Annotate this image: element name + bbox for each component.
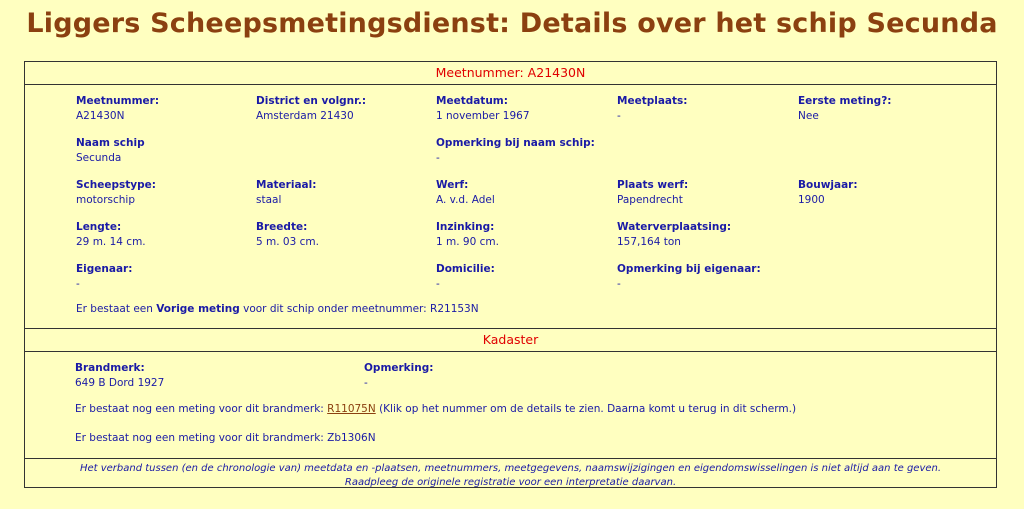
field-value: Secunda bbox=[76, 152, 122, 164]
field-value: - bbox=[436, 278, 440, 290]
brandmerk-note-1 bbox=[25, 401, 996, 417]
vorige-meting-note bbox=[25, 301, 996, 317]
field-label: Inzinking: bbox=[436, 221, 495, 233]
field-value: 1 november 1967 bbox=[436, 110, 530, 122]
meting-header: Meetnummer: A21430N bbox=[25, 62, 996, 85]
field-value: 649 B Dord 1927 bbox=[75, 377, 165, 389]
field-label: Naam schip bbox=[76, 137, 145, 149]
field-meetplaats bbox=[617, 94, 687, 123]
field-label: Plaats werf: bbox=[617, 179, 689, 191]
field-label: Scheepstype: bbox=[76, 179, 156, 191]
field-label: Eigenaar: bbox=[76, 263, 133, 275]
field-label: Breedte: bbox=[256, 221, 308, 233]
note-text: Er bestaat nog een meting voor dit brandmerk: bbox=[75, 403, 324, 415]
field-district bbox=[256, 94, 366, 123]
field-meetnummer bbox=[76, 94, 159, 123]
field-value: Papendrecht bbox=[617, 194, 683, 206]
vorige-meting-label: Vorige meting bbox=[156, 303, 240, 315]
field-label: Opmerking: bbox=[364, 362, 434, 374]
meting-row-4 bbox=[25, 220, 996, 262]
field-brandmerk bbox=[75, 361, 164, 390]
kadaster-header: Kadaster bbox=[25, 329, 996, 352]
meting-section bbox=[25, 85, 996, 328]
field-meetdatum bbox=[436, 94, 530, 123]
brandmerk-note-2: Er bestaat nog een meting voor dit brandmerk: Zb1306N bbox=[75, 432, 376, 444]
field-value: - bbox=[76, 278, 80, 290]
field-label: Bouwjaar: bbox=[798, 179, 858, 191]
field-label: District en volgnr.: bbox=[256, 95, 367, 107]
field-value: - bbox=[617, 278, 621, 290]
field-value: staal bbox=[256, 194, 282, 206]
field-value: Amsterdam 21430 bbox=[256, 110, 354, 122]
note-text: (Klik op het nummer om de details te zien. Daarna komt u terug in dit scherm.) bbox=[379, 403, 797, 415]
note-text: Er bestaat een bbox=[76, 303, 153, 315]
footer-disclaimer bbox=[25, 459, 996, 490]
field-value: Nee bbox=[798, 110, 819, 122]
field-value: 1900 bbox=[798, 194, 825, 206]
field-label: Opmerking bij eigenaar: bbox=[617, 263, 761, 275]
note-text: voor dit schip onder meetnummer: R21153N bbox=[243, 303, 479, 315]
field-value: - bbox=[436, 152, 440, 164]
field-value: 5 m. 03 cm. bbox=[256, 236, 319, 248]
field-opmerking-eigenaar bbox=[617, 262, 761, 291]
field-bouwjaar bbox=[798, 178, 858, 207]
field-label: Meetdatum: bbox=[436, 95, 508, 107]
field-opmerking bbox=[364, 361, 433, 390]
field-value: 1 m. 90 cm. bbox=[436, 236, 499, 248]
field-label: Materiaal: bbox=[256, 179, 317, 191]
field-label: Opmerking bij naam schip: bbox=[436, 137, 595, 149]
kadaster-row bbox=[25, 361, 996, 401]
field-lengte bbox=[76, 220, 146, 249]
meting-row-3 bbox=[25, 178, 996, 220]
field-value: A. v.d. Adel bbox=[436, 194, 495, 206]
field-eigenaar bbox=[76, 262, 132, 291]
field-label: Domicilie: bbox=[436, 263, 495, 275]
field-value: motorschip bbox=[76, 194, 135, 206]
field-scheepstype bbox=[76, 178, 156, 207]
field-naam-schip bbox=[76, 136, 145, 165]
field-plaats-werf bbox=[617, 178, 688, 207]
field-label: Eerste meting?: bbox=[798, 95, 892, 107]
kadaster-section bbox=[25, 352, 996, 458]
field-inzinking bbox=[436, 220, 499, 249]
field-value: 157,164 ton bbox=[617, 236, 681, 248]
footer-line: Raadpleeg de originele registratie voor een interpretatie daarvan. bbox=[344, 477, 677, 488]
field-label: Meetplaats: bbox=[617, 95, 688, 107]
field-value: 29 m. 14 cm. bbox=[76, 236, 146, 248]
field-opmerking-naam bbox=[436, 136, 595, 165]
field-label: Brandmerk: bbox=[75, 362, 145, 374]
page-title: Liggers Scheepsmetingsdienst: Details over het schip Secunda bbox=[26, 8, 998, 39]
field-value: - bbox=[617, 110, 621, 122]
meting-row-1 bbox=[25, 94, 996, 136]
field-materiaal bbox=[256, 178, 316, 207]
footer-line: Het verband tussen (en de chronologie van) meetdata en -plaatsen, meetnummers, meetgegevens, naamswijzigingen en eigendomswisselingen is niet altijd aan te geven. bbox=[79, 463, 942, 474]
field-waterverplaatsing bbox=[617, 220, 731, 249]
field-label: Werf: bbox=[436, 179, 469, 191]
field-label: Meetnummer: bbox=[76, 95, 160, 107]
field-value: - bbox=[364, 377, 368, 389]
details-table bbox=[24, 61, 997, 488]
field-domicilie bbox=[436, 262, 495, 291]
meting-row-2 bbox=[25, 136, 996, 178]
field-werf bbox=[436, 178, 495, 207]
meting-link[interactable]: R11075N bbox=[327, 403, 376, 415]
field-value: A21430N bbox=[76, 110, 125, 122]
field-breedte bbox=[256, 220, 319, 249]
field-label: Lengte: bbox=[76, 221, 122, 233]
field-label: Waterverplaatsing: bbox=[617, 221, 732, 233]
field-eerste-meting bbox=[798, 94, 891, 123]
meting-row-5 bbox=[25, 262, 996, 304]
